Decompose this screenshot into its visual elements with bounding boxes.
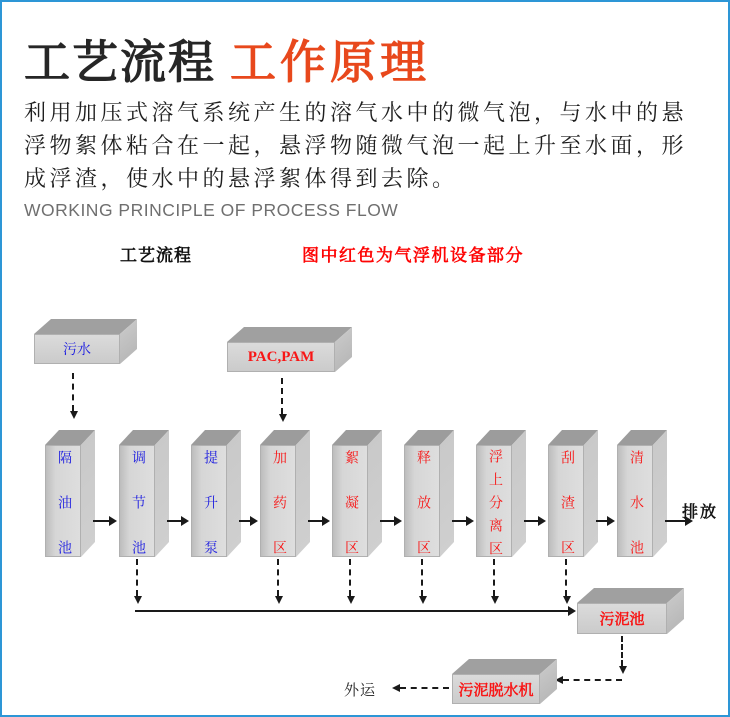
box-face-side: [155, 430, 169, 557]
box-face-side: [81, 430, 95, 557]
intro-paragraph: 利用加压式溶气系统产生的溶气水中的微气泡，与水中的悬浮物絮体粘合在一起，悬浮物随微气泡一起上升至水面，形成浮渣，使水中的悬浮絮体得到去除。: [24, 100, 688, 191]
process-box-label: 加药区: [271, 450, 286, 585]
process-box-label: 提升泵: [202, 450, 217, 585]
discharge-label: 排放: [682, 504, 719, 521]
process-box-label: 刮渣区: [559, 450, 574, 585]
flow-arrow: [239, 520, 250, 522]
external-transport-label: 外运: [344, 682, 377, 699]
legend-note: 图中红色为气浮机设备部分: [302, 246, 524, 265]
process-box-label: 清水池: [628, 450, 643, 585]
drain-arrow: [493, 559, 495, 596]
box-face-side: [227, 430, 241, 557]
flow-arrow: [308, 520, 322, 522]
box-face-front: [227, 342, 335, 372]
external-transport-arrow: [400, 687, 449, 689]
box-face-side: [368, 430, 382, 557]
sludge-to-dewater-arrow: [563, 679, 622, 681]
sludge-down-arrow: [621, 636, 623, 666]
flow-arrow: [93, 520, 109, 522]
process-box-flotation-separation-zone: [476, 445, 512, 564]
process-box-lift-pump: [191, 445, 227, 585]
title-highlight: 工作原理: [230, 36, 430, 88]
flow-arrow: [524, 520, 538, 522]
dewatering-machine-box: [452, 674, 540, 704]
process-box-label: 絮凝区: [343, 450, 358, 585]
drain-arrow: [277, 559, 279, 596]
box-face-side: [296, 430, 310, 557]
process-box-release-zone: [404, 445, 440, 585]
title-main: 工艺流程: [24, 36, 216, 88]
subtitle-en: WORKING PRINCIPLE OF PROCESS FLOW: [24, 200, 399, 220]
page-title: [24, 26, 430, 92]
process-box-regulating-tank: [119, 445, 155, 585]
flow-arrow: [452, 520, 466, 522]
flow-section-label: 工艺流程: [120, 246, 192, 265]
feed-box-sewage-label: 污水: [63, 343, 91, 358]
drain-arrow: [136, 559, 138, 596]
drain-arrow: [421, 559, 423, 596]
box-face-side: [584, 430, 598, 557]
dewatering-machine-label: 污泥脱水机: [458, 682, 534, 699]
flow-arrow: [380, 520, 394, 522]
process-box-clean-water-tank: [617, 445, 653, 585]
box-face-front: [577, 603, 667, 634]
process-box-label: 释放区: [415, 450, 430, 585]
process-box-dosing-zone: [260, 445, 296, 585]
sludge-tank-box: [577, 603, 667, 634]
box-face-top: [227, 327, 352, 342]
box-face-side: [440, 430, 454, 557]
feed-arrow-pac-pam: [281, 378, 283, 414]
process-box-oil-separation-tank: [45, 445, 81, 585]
sludge-tank-label: 污泥池: [599, 612, 645, 628]
box-face-side: [512, 430, 526, 557]
flow-arrow: [596, 520, 607, 522]
process-box-label: 隔油池: [56, 450, 71, 585]
box-face-front: [452, 674, 540, 704]
process-box-flocculation-zone: [332, 445, 368, 585]
sludge-collector-arrow: [135, 610, 568, 612]
process-box-label: 浮上分离区: [487, 449, 502, 564]
feed-box-sewage: [34, 334, 120, 364]
process-box-label: 调节池: [130, 450, 145, 585]
feed-box-pac-pam-label: PAC,PAM: [247, 348, 315, 365]
drain-arrow: [565, 559, 567, 596]
drain-arrow: [349, 559, 351, 596]
flow-arrow: [167, 520, 181, 522]
feed-box-pac-pam: [227, 342, 335, 372]
box-face-side: [653, 430, 667, 557]
feed-arrow-sewage: [72, 373, 74, 411]
box-face-front: [34, 334, 120, 364]
process-box-scraping-zone: [548, 445, 584, 585]
